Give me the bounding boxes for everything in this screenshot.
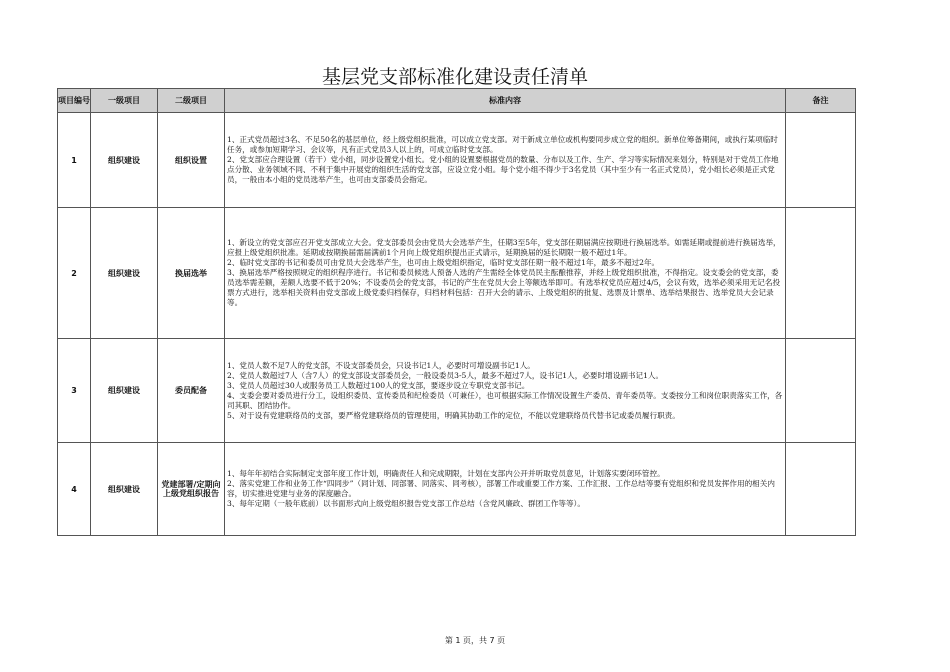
row-content: 1、正式党员超过3名、不足50名的基层单位，经上级党组织批准，可以成立党支部。对于新成立单位或机构要同步成立党的组织。新单位筹备期间，或执行某项临时任务，或参加短期学习、会议等，凡有正式党员3人以上的，可成立临时党支部。 2、党支部应合理设置（若干）党小组，同步设置党小组长。党小组的设置要根据党员的数量、分布以及工作、生产、学习等实际情况来划分，特别是对于党员工作地点分散、业务领域不同、不利于集中开展党的组织生活的党支部，应设立党小组。每个党小组不得少于3名党员（其中至少有一名正式党员），党小组长必须是正式党员，一般由本小组的党员选举产生，也可由支部委员会指定。 bbox=[225, 113, 786, 208]
row-num: 1 bbox=[58, 113, 91, 208]
header-content: 标准内容 bbox=[225, 89, 786, 113]
row-level1: 组织建设 bbox=[91, 113, 158, 208]
page-footer: 第 1 页，共 7 页 bbox=[444, 636, 506, 645]
row-content: 1、每年年初结合实际制定支部年度工作计划，明确责任人和完成期限，计划在支部内公开并听取党员意见，计划落实要闭环管控。 2、落实党建工作和业务工作“四同步”（同计划、同部署、同落实、同考核），部署工作或重要工作方案、工作汇报、工作总结等要有党组织和党员发挥作用的相关内容，切实推进党建与业务的深度融合。 3、每年定期（一般年底前）以书面形式向上级党组织报告党支部工作总结（含党风廉政、群团工作等等）。 bbox=[225, 443, 786, 536]
row-num: 3 bbox=[58, 339, 91, 443]
table-row bbox=[58, 208, 856, 339]
row-level2: 换届选举 bbox=[158, 208, 225, 339]
row-num: 2 bbox=[58, 208, 91, 339]
row-content: 1、新设立的党支部应召开党支部成立大会。党支部委员会由党员大会选举产生，任期3至5年，党支部任期届满应按期进行换届选举。如需延期或提前进行换届选举，应报上级党组织批准。延期或按期换届需届满前1个月向上级党组织提出正式请示，延期换届的延长期限一般不超过1年。 2、临时党支部的书记和委员可由党员大会选举产生，也可由上级党组织指定，临时党支部任期一般不超过1年，最多不超过2年。 3、换届选举严格按照规定的组织程序进行。书记和委员候选人预备人选的产生需经全体党员民主酝酿推荐，并经上级党组织批准，不得指定。设支委会的党支部，委员选举需差额，差额人选要不低于20%；不设委员会的党支部，书记的产生在党员大会上等额选举即可。有选举权党员应超过4/5，会议有效，选举必须采用无记名投票方式进行，选举相关资料由党支部或上级党委归档保存，归档材料包括：召开大会的请示、上级党组织的批复、选票及计票单、选举结果报告、选举党员大会记录等。 bbox=[225, 208, 786, 339]
responsibility-table bbox=[57, 88, 856, 536]
row-level2: 委员配备 bbox=[158, 339, 225, 443]
table-row bbox=[58, 339, 856, 443]
row-note bbox=[786, 443, 856, 536]
header-level2: 二级项目 bbox=[158, 89, 225, 113]
table-header-row bbox=[58, 89, 856, 113]
row-level1: 组织建设 bbox=[91, 443, 158, 536]
header-num: 项目编号 bbox=[58, 89, 91, 113]
row-level2: 组织设置 bbox=[158, 113, 225, 208]
page-title: 基层党支部标准化建设责任清单 bbox=[321, 66, 588, 88]
row-level2: 党建部署/定期向上级党组织报告 bbox=[158, 443, 225, 536]
table-row bbox=[58, 443, 856, 536]
table-row bbox=[58, 113, 856, 208]
row-content: 1、党员人数不足7人的党支部，不设支部委员会，只设书记1人，必要时可增设副书记1人。 2、党员人数超过7人（含7人）的党支部设支部委员会，一般设委员3-5人，最多不超过7人，设书记1人，必要时增设副书记1人。 3、党员人员超过30人或服务员工人数超过100人的党支部，要逐步设立专职党支部书记。 4、支委会要对委员进行分工，设组织委员、宣传委员和纪检委员（可兼任），也可根据实际工作情况设置生产委员、青年委员等。支委按分工和岗位职责落实工作，各司其职、团结协作。 5、对于设有党建联络员的支部，要严格党建联络员的管理使用，明确其协助工作的定位，不能以党建联络员代替书记或委员履行职责。 bbox=[225, 339, 786, 443]
row-note bbox=[786, 113, 856, 208]
row-note bbox=[786, 339, 856, 443]
header-note: 备注 bbox=[786, 89, 856, 113]
row-level1: 组织建设 bbox=[91, 339, 158, 443]
header-level1: 一级项目 bbox=[91, 89, 158, 113]
row-level1: 组织建设 bbox=[91, 208, 158, 339]
row-num: 4 bbox=[58, 443, 91, 536]
row-note bbox=[786, 208, 856, 339]
